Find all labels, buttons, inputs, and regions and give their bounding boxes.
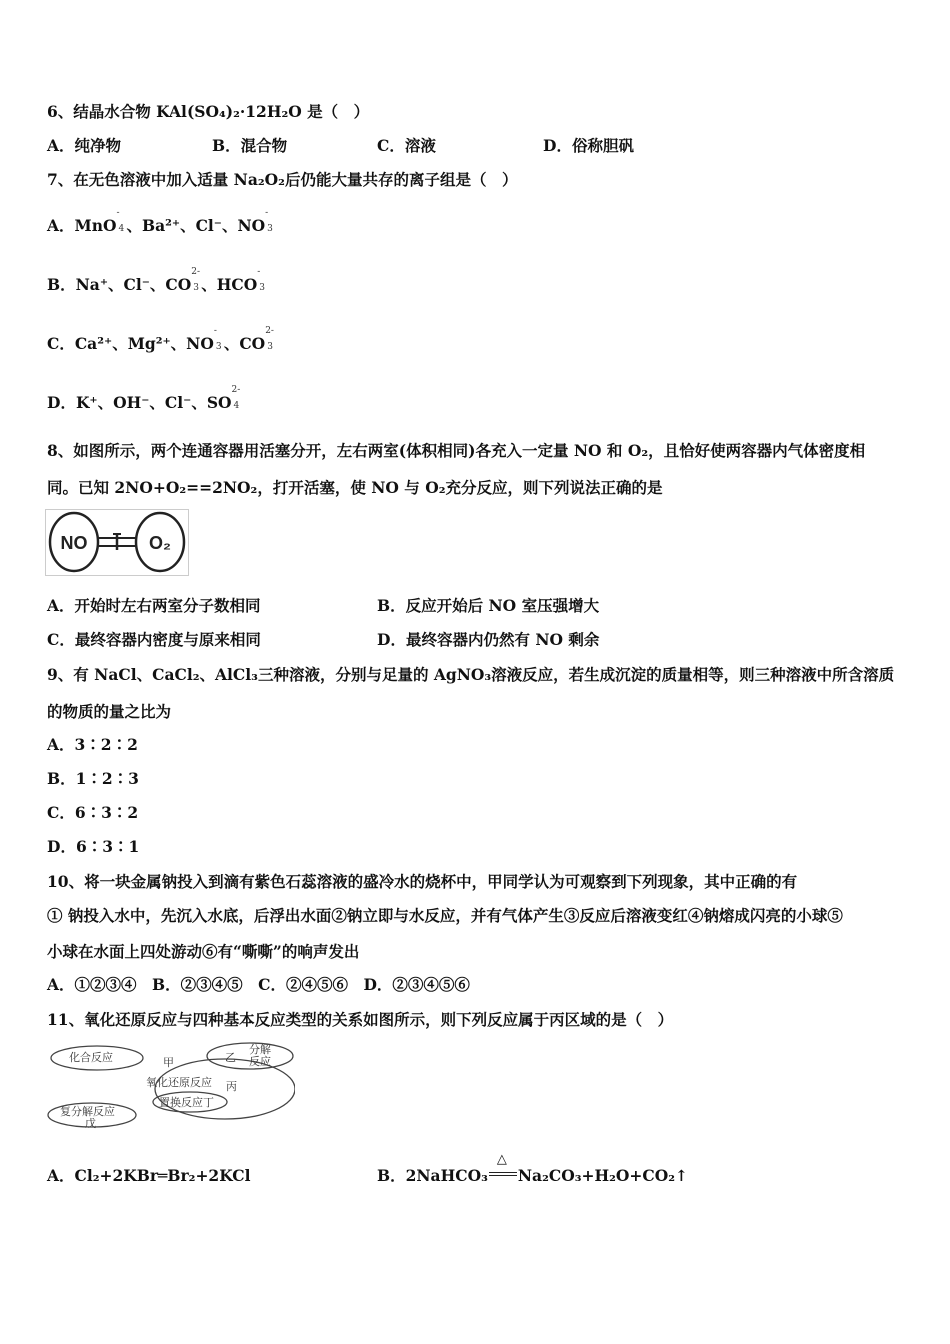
- q8-stem-line2: 同。已知 2NO+O₂==2NO₂，打开活塞，使 NO 与 O₂充分反应，则下列说法正确的是: [47, 478, 663, 497]
- displacement-label: 置换反应丁: [159, 1096, 214, 1109]
- decomposition-label-2: 反应: [249, 1055, 271, 1068]
- q6-option-d: D．俗称胆矾: [543, 136, 634, 155]
- q7-option-b: B．Na⁺、Cl⁻、CO 2- 3 、HCO - 3: [47, 267, 265, 294]
- q9-option-b: B．1∶2∶3: [47, 769, 139, 788]
- redox-ellipse: [155, 1059, 295, 1119]
- q11-stem: 11、氧化还原反应与四种基本反应类型的关系如图所示，则下列反应属于丙区域的是（ ）: [47, 1010, 674, 1029]
- q8-option-c: C．最终容器内密度与原来相同: [47, 630, 261, 649]
- o2-label: O₂: [149, 533, 171, 553]
- heat-condition-arrow: △: [488, 1166, 518, 1186]
- combination-label: 化合反应: [69, 1051, 113, 1064]
- q9-option-a: A．3∶2∶2: [47, 735, 138, 754]
- wu-label: 戊: [85, 1117, 96, 1130]
- q9-stem-line2: 的物质的量之比为: [47, 702, 172, 721]
- bing-label: 丙: [226, 1080, 237, 1093]
- q6-option-a: A．纯净物: [47, 136, 122, 155]
- q8-option-a: A．开始时左右两室分子数相同: [47, 596, 261, 615]
- connected-containers-figure: [45, 509, 190, 577]
- q7-option-a: A．MnO - 4 、Ba²⁺、Cl⁻、NO - 3: [47, 208, 273, 235]
- q11-option-a: A．Cl₂+2KBr═Br₂+2KCl: [47, 1166, 251, 1185]
- reaction-types-figure: [45, 1040, 295, 1132]
- q6-option-b: B．混合物: [212, 136, 288, 155]
- q10-stem-line3: 小球在水面上四处游动⑥有“嘶嘶”的响声发出: [47, 942, 360, 961]
- yi-label: 乙: [225, 1051, 236, 1064]
- double-decomposition-label: 复分解反应: [60, 1105, 115, 1118]
- q9-stem-line1: 9、有 NaCl、CaCl₂、AlCl₃三种溶液，分别与足量的 AgNO₃溶液反应，若生成沉淀的质量相等，则三种溶液中所含溶质: [47, 665, 895, 684]
- q10-stem-line2: ① 钠投入水中，先沉入水底，后浮出水面②钠立即与水反应，并有气体产生③反应后溶液变红④钠熔成闪亮的小球⑤: [47, 906, 843, 925]
- q6-option-c: C．溶液: [377, 136, 436, 155]
- q10-stem-line1: 10、将一块金属钠投入到滴有紫色石蕊溶液的盛冷水的烧杯中，甲同学认为可观察到下列现象，其中正确的有: [47, 872, 798, 891]
- jia-label: 甲: [163, 1056, 174, 1069]
- q7-option-c: C．Ca²⁺、Mg²⁺、NO - 3 、CO 2- 3: [47, 326, 274, 353]
- q8-option-b: B．反应开始后 NO 室压强增大: [377, 596, 600, 615]
- q8-stem-line1: 8、如图所示，两个连通容器用活塞分开，左右两室(体积相同)各充入一定量 NO 和 O₂，且恰好使两容器内气体密度相: [47, 441, 866, 460]
- q6-stem: 6、结晶水合物 KAl(SO₄)₂·12H₂O 是（ ）: [47, 102, 370, 121]
- q8-option-d: D．最终容器内仍然有 NO 剩余: [377, 630, 600, 649]
- q11-option-b: B．2NaHCO₃ △ Na₂CO₃+H₂O+CO₂↑: [377, 1152, 689, 1185]
- no-label: NO: [60, 533, 88, 553]
- q9-option-c: C．6∶3∶2: [47, 803, 139, 822]
- q7-stem: 7、在无色溶液中加入适量 Na₂O₂后仍能大量共存的离子组是（ ）: [47, 170, 518, 189]
- decomposition-label-1: 分解: [249, 1043, 271, 1056]
- q7-option-d: D．K⁺、OH⁻、Cl⁻、SO 2- 4: [47, 385, 241, 412]
- redox-label: 氧化还原反应: [146, 1076, 212, 1089]
- q10-options: A．①②③④ B．②③④⑤ C．②④⑤⑥ D．②③④⑤⑥: [47, 975, 470, 994]
- q9-option-d: D．6∶3∶1: [47, 837, 140, 856]
